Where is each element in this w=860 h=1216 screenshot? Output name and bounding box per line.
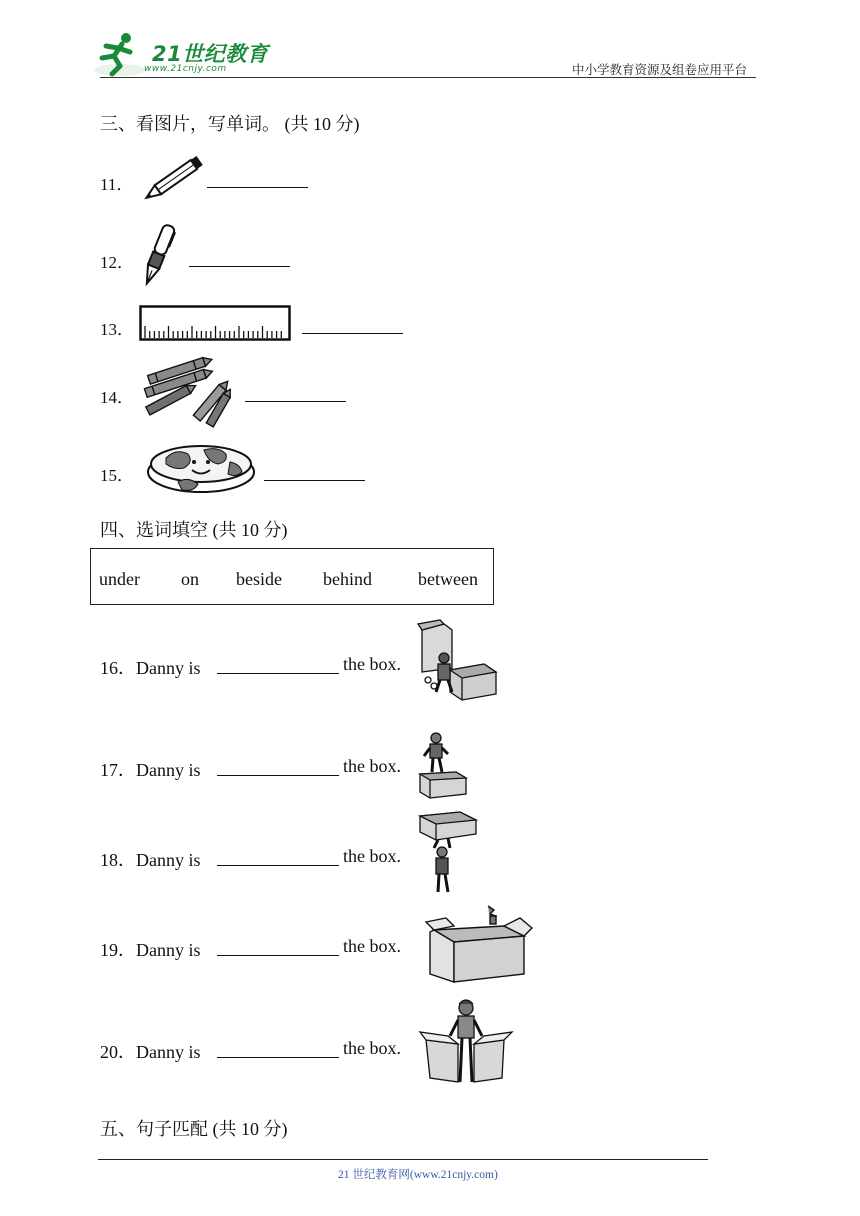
section4-title: 四、选词填空 (共 10 分)	[100, 520, 288, 540]
question-19-suffix: the box.	[343, 936, 401, 956]
runner-logo-icon	[92, 30, 152, 80]
question-20-number: 20．	[100, 1042, 136, 1062]
answer-blank-15[interactable]	[264, 480, 365, 481]
section3-title: 三、看图片，写单词。 (共 10 分)	[100, 114, 360, 134]
question-17-suffix: the box.	[343, 756, 401, 776]
pencil-icon	[146, 152, 208, 202]
word-bank-item-on: on	[181, 569, 199, 589]
answer-blank-18[interactable]	[217, 865, 339, 866]
answer-blank-11[interactable]	[207, 187, 308, 188]
logo-text: 21世纪教育	[152, 42, 269, 66]
answer-blank-12[interactable]	[189, 266, 290, 267]
ruler-icon	[139, 305, 291, 341]
site-tagline: 中小学教育资源及组卷应用平台	[572, 62, 748, 77]
pen-icon	[138, 222, 180, 290]
question-11-number: 11．	[100, 175, 134, 194]
answer-blank-20[interactable]	[217, 1057, 339, 1058]
word-bank-item-behind: behind	[323, 569, 372, 589]
header-divider	[100, 77, 756, 78]
question-18-prefix: Danny is	[136, 850, 201, 870]
boy-between-boxes-icon	[414, 620, 498, 708]
crayons-icon	[138, 352, 238, 424]
question-18-suffix: the box.	[343, 846, 401, 866]
boy-in-box-icon	[424, 902, 534, 988]
question-20-prefix: Danny is	[136, 1042, 201, 1062]
boy-behind-box-icon	[418, 996, 514, 1090]
question-16-number: 16．	[100, 658, 136, 678]
question-20	[100, 1038, 201, 1064]
question-17-number: 17．	[100, 760, 136, 780]
question-14-number: 14．	[100, 388, 134, 407]
question-19-prefix: Danny is	[136, 940, 201, 960]
question-13-number: 13．	[100, 320, 134, 339]
boy-under-box-icon	[416, 810, 482, 898]
question-17-prefix: Danny is	[136, 760, 201, 780]
footer-text: 21 世纪教育网(www.21cnjy.com)	[338, 1169, 498, 1181]
answer-blank-16[interactable]	[217, 673, 339, 674]
pencil-case-icon	[146, 440, 256, 496]
answer-blank-13[interactable]	[302, 333, 403, 334]
question-19	[100, 936, 201, 962]
boy-on-box-icon	[416, 730, 472, 800]
question-12-number: 12．	[100, 253, 134, 272]
word-bank-item-beside: beside	[236, 569, 282, 589]
word-bank-item-between: between	[418, 569, 478, 589]
question-15-number: 15．	[100, 466, 134, 485]
question-19-number: 19．	[100, 940, 136, 960]
question-16-suffix: the box.	[343, 654, 401, 674]
question-18	[100, 846, 201, 872]
answer-blank-19[interactable]	[217, 955, 339, 956]
question-20-suffix: the box.	[343, 1038, 401, 1058]
question-16-prefix: Danny is	[136, 658, 201, 678]
section5-title: 五、句子匹配 (共 10 分)	[100, 1119, 288, 1139]
question-17	[100, 756, 201, 782]
logo-subtext: www.21cnjy.com	[144, 64, 227, 74]
word-bank-item-under: under	[99, 569, 140, 589]
question-16	[100, 654, 201, 680]
answer-blank-17[interactable]	[217, 775, 339, 776]
footer-divider	[98, 1159, 708, 1160]
answer-blank-14[interactable]	[245, 401, 346, 402]
question-18-number: 18．	[100, 850, 136, 870]
